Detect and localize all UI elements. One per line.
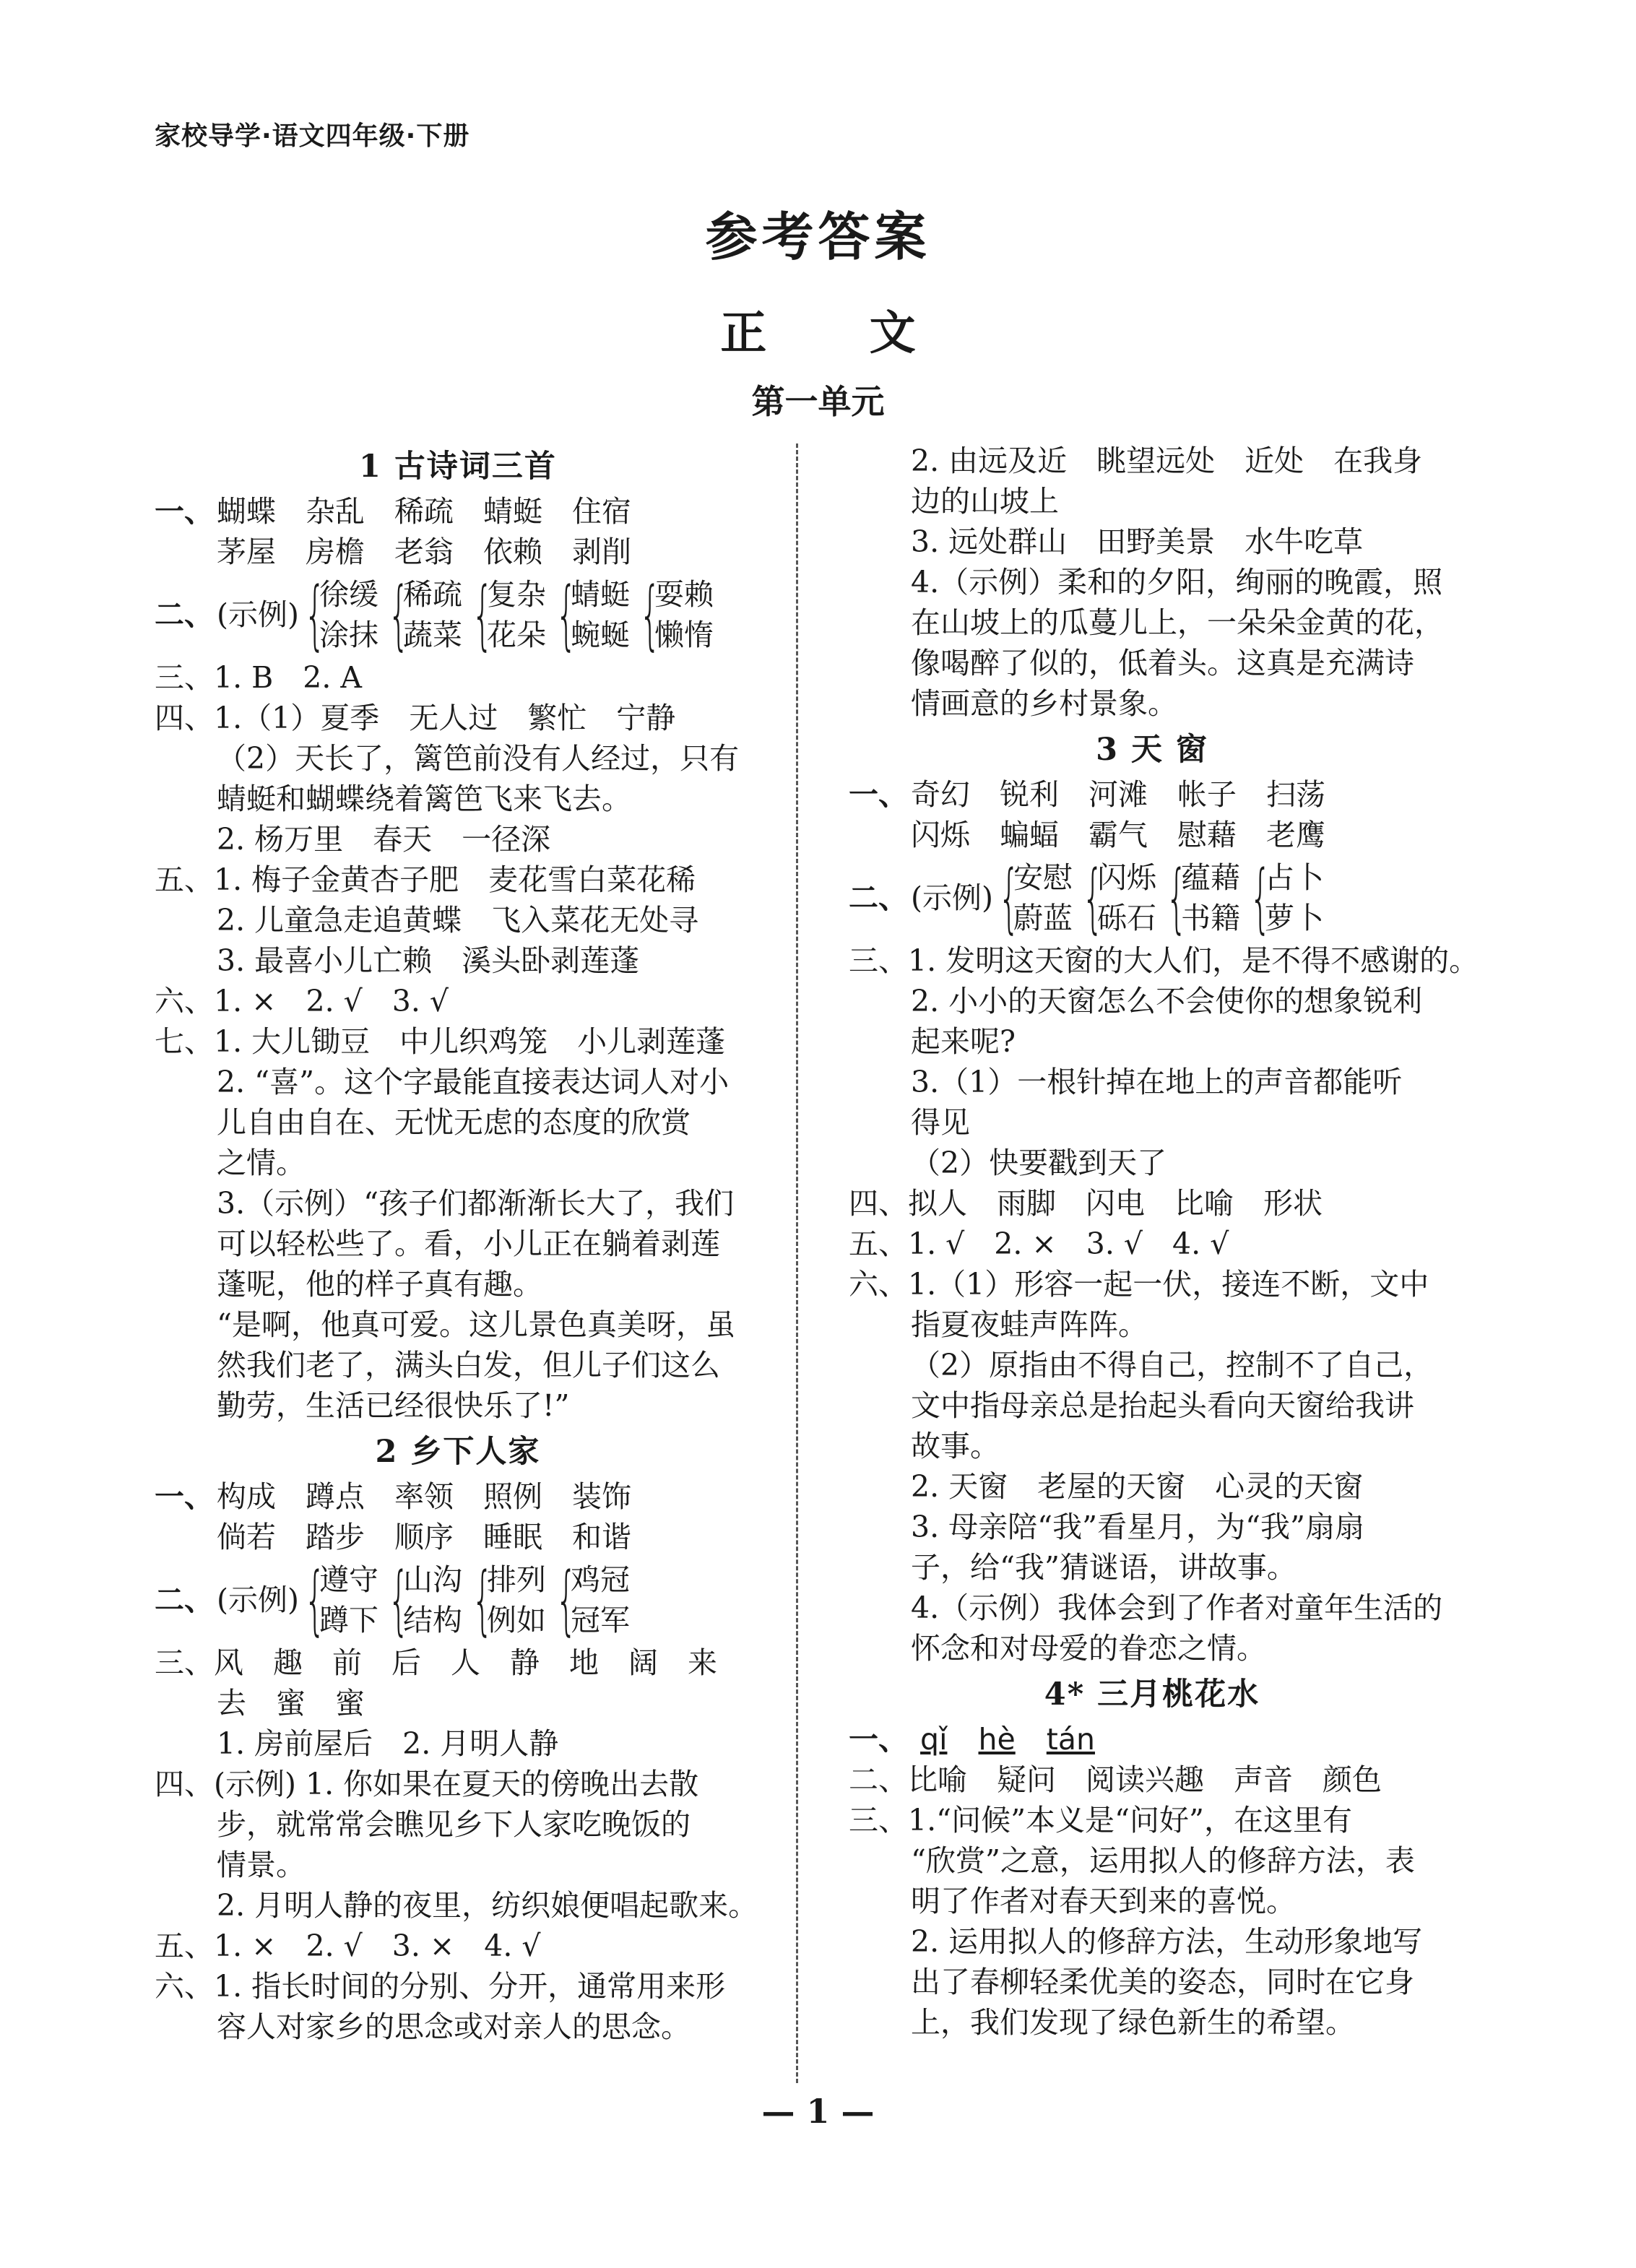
brace-symbol: { — [1082, 854, 1104, 942]
page-title: 参考答案 — [705, 206, 931, 267]
lesson-title: 3 天 窗 — [1096, 732, 1208, 768]
answer-line: 像喝醉了似的，低着头。这真是充满诗 — [911, 646, 1414, 680]
section-title: 正 文 — [720, 306, 959, 360]
answer-line: 3.（示例）“孩子们都渐渐长大了，我们 — [217, 1186, 735, 1221]
answer-line: 1. 房前屋后 2. 月明人静 — [217, 1726, 559, 1761]
answer-line: 3. 母亲陪“我”看星月，为“我”扇扇 — [911, 1510, 1364, 1544]
answer-line: 倘若 踏步 顺序 睡眠 和谐 — [217, 1520, 631, 1554]
brace-symbol: { — [555, 571, 577, 659]
answer-line: 六、1. 指长时间的分别、分开，通常用来形 — [155, 1969, 726, 2004]
answer-line: 三、1. B 2. A — [155, 660, 363, 695]
answer-line: 五、1. √ 2. × 3. √ 4. √ — [849, 1226, 1229, 1261]
answer-line: 情画意的乡村景象。 — [911, 686, 1177, 721]
question-marker: 二、 — [155, 1583, 214, 1617]
answer-line: 文中指母亲总是抬起头看向天窗给我讲 — [911, 1388, 1414, 1423]
answer-line: 去 蜜 蜜 — [217, 1686, 365, 1721]
example-label: (示例) — [911, 880, 993, 915]
answer-line: 出了春柳轻柔优美的姿态，同时在它身 — [911, 1965, 1414, 1999]
answer-text: 蝴蝶 杂乱 稀疏 蜻蜓 住宿 — [217, 494, 631, 529]
word-pair — [1077, 854, 1156, 942]
answer-line — [155, 1476, 761, 1517]
pair-word: 冠军 — [571, 1603, 630, 1637]
page-number: — 1 — — [761, 2092, 875, 2131]
pair-word: 稀疏 — [403, 577, 462, 612]
answer-text: 构成 蹲点 率领 照例 装饰 — [217, 1479, 631, 1514]
pair-word: 懒惰 — [654, 618, 714, 652]
pair-word: 例如 — [487, 1603, 546, 1637]
answer-line: 2. “喜”。这个字最能直接表达词人对小 — [217, 1065, 730, 1099]
word-pair — [1245, 854, 1324, 942]
pair-word: 蜻蜓 — [571, 577, 630, 612]
answer-line: 故事。 — [911, 1429, 1000, 1463]
answer-text: 奇幻 锐利 河滩 帐子 扫荡 — [911, 777, 1325, 812]
word-pair — [299, 1556, 378, 1644]
answer-line: 然我们老了，满头白发，但儿子们这么 — [217, 1348, 720, 1382]
example-label: (示例) — [217, 597, 299, 632]
brace-symbol: { — [388, 571, 410, 659]
word-pairs — [155, 1557, 761, 1642]
brace-symbol: { — [472, 1556, 493, 1644]
answer-line: 五、1. × 2. √ 3. × 4. √ — [155, 1929, 541, 1963]
pair-word: 书籍 — [1181, 901, 1240, 935]
answer-line: 边的山坡上 — [911, 484, 1059, 519]
pinyin-answer: hè — [978, 1722, 1016, 1757]
answer-line: 之情。 — [217, 1146, 306, 1180]
answer-line: 2. 儿童急走追黄蝶 飞入菜花无处寻 — [217, 903, 699, 938]
brace-symbol: { — [304, 1556, 326, 1644]
question-marker: 二、 — [849, 880, 908, 915]
answer-line: 四、1.（1）夏季 无人过 繁忙 宁静 — [155, 701, 676, 735]
answer-line: 明了作者对春天到来的喜悦。 — [911, 1884, 1296, 1918]
answer-line: 儿自由自在、无忧无虑的态度的欣赏 — [217, 1105, 691, 1140]
word-pair — [467, 1556, 546, 1644]
question-marker: 一、 — [849, 777, 908, 812]
answer-line: 3. 最喜小儿亡赖 溪头卧剥莲蓬 — [217, 943, 640, 978]
pair-word: 遵守 — [319, 1562, 378, 1597]
brace-symbol: { — [1166, 854, 1187, 942]
brace-symbol: { — [639, 571, 661, 659]
pair-word: 花朵 — [487, 618, 546, 652]
pair-word: 复杂 — [487, 577, 546, 612]
answer-line: 步，就常常会瞧见乡下人家吃晚饭的 — [217, 1807, 691, 1842]
word-pair — [550, 1556, 630, 1644]
word-pair — [550, 571, 630, 659]
answer-line: 勤劳，生活已经很快乐了!” — [217, 1388, 570, 1423]
answer-line: 2. 天窗 老屋的天窗 心灵的天窗 — [911, 1469, 1364, 1504]
pair-word: 耍赖 — [654, 577, 714, 612]
answer-line: 得见 — [911, 1105, 970, 1140]
pair-group — [993, 854, 1328, 942]
pair-word: 山沟 — [403, 1562, 462, 1597]
pair-word: 蜿蜒 — [571, 618, 630, 652]
answer-line: 蜻蜓和蝴蝶绕着篱笆飞来飞去。 — [217, 782, 631, 816]
answer-line: （2）快要戳到天了 — [911, 1146, 1167, 1180]
brace-symbol: { — [472, 571, 493, 659]
answer-line: 三、1. 发明这天窗的大人们，是不得不感谢的。 — [849, 943, 1479, 978]
pair-word: 蕴藉 — [1181, 860, 1240, 895]
brace-symbol: { — [304, 571, 326, 659]
question-marker: 二、 — [155, 597, 214, 632]
question-marker: 一、 — [849, 1722, 908, 1757]
word-pair — [299, 571, 378, 659]
answer-line: 五、1. 梅子金黄杏子肥 麦花雪白菜花稀 — [155, 862, 696, 897]
pair-word: 萝卜 — [1265, 901, 1324, 935]
answer-line: 三、1.“问候”本义是“问好”，在这里有 — [849, 1803, 1352, 1838]
word-pair — [467, 571, 546, 659]
word-pair — [383, 1556, 462, 1644]
answer-line: 2. 由远及近 眺望远处 近处 在我身 — [911, 443, 1423, 478]
answer-line: 茅屋 房檐 老翁 依赖 剥削 — [217, 534, 631, 569]
answer-line: “欣赏”之意，运用拟人的修辞方法，表 — [911, 1843, 1415, 1878]
answer-line: 3.（1）一根针掉在地上的声音都能听 — [911, 1065, 1403, 1099]
pair-word: 闪烁 — [1097, 860, 1156, 895]
answer-line — [849, 1719, 1455, 1760]
answer-line: （2）原指由不得自己，控制不了自己， — [911, 1348, 1434, 1382]
answer-line: 子，给“我”猜谜语，讲故事。 — [911, 1550, 1297, 1585]
answer-line: 起来呢? — [911, 1024, 1016, 1059]
pinyin-answer: qǐ — [920, 1722, 948, 1757]
answer-line: 闪烁 蝙蝠 霸气 慰藉 老鹰 — [911, 818, 1325, 852]
answer-line: 情景。 — [217, 1848, 306, 1882]
answer-line: 容人对家乡的思念或对亲人的思念。 — [217, 2009, 691, 2044]
answer-line: 三、风 趣 前 后 人 静 地 阔 来 — [155, 1645, 717, 1680]
question-marker: 一、 — [155, 1479, 214, 1514]
pair-word: 涂抹 — [319, 618, 378, 652]
answer-line: 在山坡上的瓜蔓儿上，一朵朵金黄的花， — [911, 605, 1444, 640]
answer-line: 六、1.（1）形容一起一伏，接连不断，文中 — [849, 1267, 1429, 1302]
book-header: 家校导学·语文四年级·下册 — [155, 121, 470, 151]
answer-line: 2. 月明人静的夜里，纺织娘便唱起歌来。 — [217, 1888, 758, 1923]
brace-symbol: { — [998, 854, 1020, 942]
brace-symbol: { — [388, 1556, 410, 1644]
answer-line: 六、1. × 2. √ 3. √ — [155, 984, 449, 1018]
pair-word: 排列 — [487, 1562, 546, 1597]
word-pairs — [155, 572, 761, 657]
answer-line: 二、比喻 疑问 阅读兴趣 声音 颜色 — [849, 1762, 1382, 1797]
answer-line: 蓬呢，他的样子真有趣。 — [217, 1267, 542, 1302]
answer-line: 怀念和对母爱的眷恋之情。 — [911, 1631, 1266, 1666]
lesson-title: 1 古诗词三首 — [359, 449, 557, 485]
word-pair — [993, 854, 1073, 942]
answer-line: 指夏夜蛙声阵阵。 — [911, 1307, 1148, 1342]
pair-word: 蔚蓝 — [1013, 901, 1073, 935]
brace-symbol: { — [555, 1556, 577, 1644]
pair-word: 鸡冠 — [571, 1562, 630, 1597]
question-marker: 一、 — [155, 494, 214, 529]
word-pairs — [849, 855, 1455, 940]
answer-line: 可以轻松些了。看，小儿正在躺着剥莲 — [217, 1226, 720, 1261]
word-pair — [383, 571, 462, 659]
answer-line: 上，我们发现了绿色新生的希望。 — [911, 2005, 1355, 2040]
answer-line: 3. 远处群山 田野美景 水牛吃草 — [911, 524, 1364, 559]
pinyin-answer: tán — [1046, 1722, 1095, 1757]
answer-line: 七、1. 大儿锄豆 中儿织鸡笼 小儿剥莲蓬 — [155, 1024, 726, 1059]
answer-line: “是啊，他真可爱。这儿景色真美呀，虽 — [217, 1307, 735, 1342]
lesson-title: 4* 三月桃花水 — [1044, 1676, 1260, 1713]
pair-word: 蔬菜 — [403, 618, 462, 652]
left-column — [155, 441, 761, 2047]
pair-group — [299, 571, 718, 659]
brace-symbol: { — [1250, 854, 1271, 942]
pair-word: 砾石 — [1097, 901, 1156, 935]
right-column — [849, 441, 1479, 2043]
answer-line: 2. 运用拟人的修辞方法，生动形象地写 — [911, 1924, 1423, 1959]
lesson-title: 2 乡下人家 — [375, 1434, 541, 1470]
pair-word: 安慰 — [1013, 860, 1073, 895]
pair-word: 结构 — [403, 1603, 462, 1637]
answer-line: 4.（示例）我体会到了作者对童年生活的 — [911, 1590, 1443, 1625]
answer-line: 四、拟人 雨脚 闪电 比喻 形状 — [849, 1186, 1323, 1221]
answer-line — [849, 774, 1455, 815]
answer-line — [155, 491, 761, 532]
example-label: (示例) — [217, 1583, 299, 1617]
word-pair — [634, 571, 714, 659]
answer-line: 4.（示例）柔和的夕阳，绚丽的晚霞，照 — [911, 565, 1443, 600]
answer-line: 四、(示例) 1. 你如果在夏天的傍晚出去散 — [155, 1767, 699, 1801]
answer-line: （2）天长了，篱笆前没有人经过，只有 — [217, 741, 740, 776]
pair-word: 占卜 — [1265, 860, 1324, 895]
unit-title: 第一单元 — [751, 382, 885, 421]
column-divider — [796, 443, 798, 2083]
word-pair — [1161, 854, 1240, 942]
pair-word: 蹲下 — [319, 1603, 378, 1637]
answer-line: 2. 杨万里 春天 一径深 — [217, 822, 551, 857]
answer-line: 2. 小小的天窗怎么不会使你的想象锐利 — [911, 984, 1423, 1018]
pair-word: 徐缓 — [319, 577, 378, 612]
pair-group — [299, 1556, 634, 1644]
